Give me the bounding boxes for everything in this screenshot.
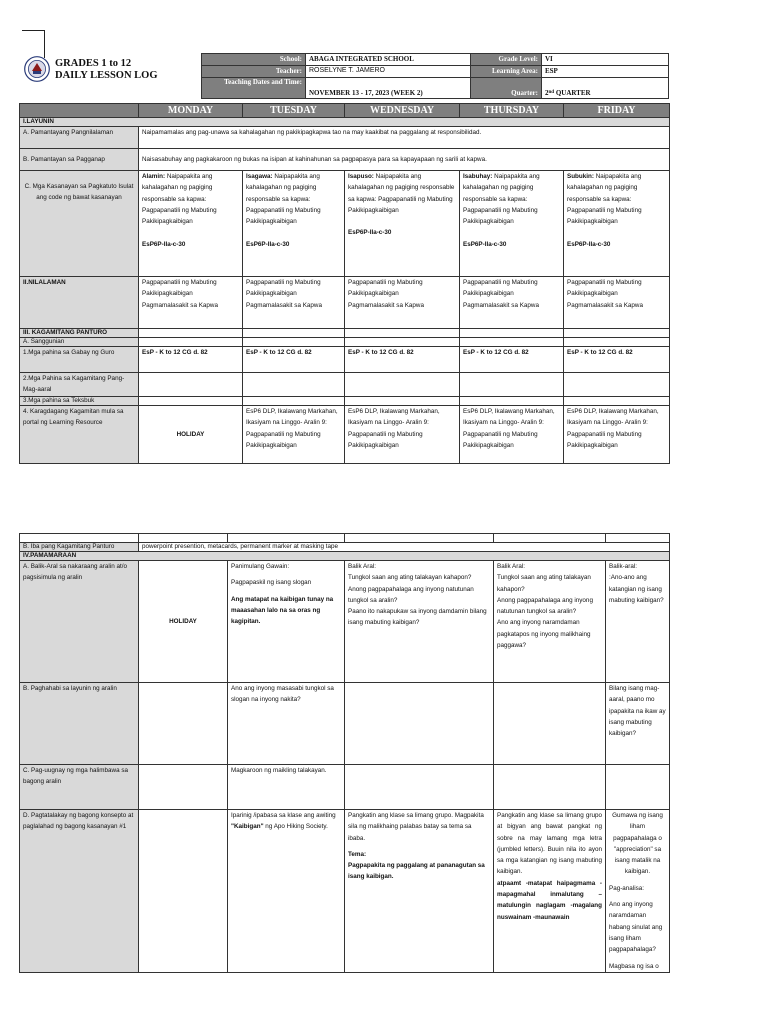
kasanayan-friday xyxy=(564,171,670,277)
day-header-thursday: THURSDAY xyxy=(460,104,564,118)
kasanayan-code: EsP6P-IIa-c-30 xyxy=(246,240,290,248)
learning-area-label: Learning Area: xyxy=(471,66,542,78)
gabay-guro-wednesday: EsP - K to 12 CG d. 82 xyxy=(345,347,460,373)
title-line-1: GRADES 1 to 12 xyxy=(55,58,132,69)
tema-text: Pagpapakita ng paggalang at pananagutan sa isang kaibigan. xyxy=(348,862,485,881)
pamantayan-sa-pagganap-text: Naisasabuhay ang pagkakaroon ng bukas na isipan at kahinahunan sa pagpapasya para sa kapayapaan ng sarili at kapwa. xyxy=(139,149,670,171)
slogan-text: Ang matapat na kaibigan tunay na maaasahan lalo na sa oras ng kagipitan. xyxy=(231,595,334,626)
school-label: School: xyxy=(202,54,306,66)
kasanayan-body: Naipapakita ang kahalagahan ng pagiging responsable sa kapwa: Pagpapanatili ng Mabuting Pakikipagkaibigan xyxy=(463,173,540,226)
document-title xyxy=(55,58,158,82)
kasanayan-head: Isagawa: xyxy=(246,173,273,180)
paghahabi-friday: Bilang isang mag-aaral, paano mo ipapakita na ikaw ay isang mabuting kaibigan? xyxy=(606,683,670,765)
nilalaman-thursday xyxy=(460,277,564,329)
balik-aral-wednesday: Balik Aral: Tungkol saan ang ating talakayan kahapon? Anong pagpapahalaga ang inyong natutunan tungkol sa aralin? Paano ito nakapukaw sa inyong damdamin bilang isang mabuting kaibigan? xyxy=(345,561,494,683)
grade-value: VI xyxy=(542,54,669,66)
holiday-label-part2: HOLIDAY xyxy=(139,561,228,683)
crop-mark-vertical xyxy=(44,30,45,58)
kasanayan-body: Naipapakita ang kahalagahan ng pagiging responsable sa kapwa: Pagpapanatili ng Mabuting Pakikipagkaibigan xyxy=(142,173,217,226)
song-title: "Kaibigan" xyxy=(231,823,264,831)
kasanayan-head: Subukin: xyxy=(567,173,594,180)
holiday-label: HOLIDAY xyxy=(139,406,243,464)
quarter-suffix: nd xyxy=(548,90,555,95)
nilalaman-line: Pagpapanatili ng Mabuting Pakikipagkaibigan xyxy=(348,279,423,298)
nilalaman-line: Pagpapanatili ng Mabuting Pakikipagkaibigan xyxy=(246,279,321,298)
row-label-teksbuk: 3.Mga pahina sa Teksbuk xyxy=(20,397,139,406)
learning-resource-wednesday: EsP6 DLP, Ikalawang Markahan, Ikasiyam na Linggo- Aralin 9: Pagpapanatili ng Mabuting Pakikipagkaibigan xyxy=(345,406,460,464)
quarter-word: QUARTER xyxy=(555,89,591,97)
school-value: ABAGA INTEGRATED SCHOOL xyxy=(306,54,471,66)
jumbled-words: atpaamt -matapat haipagmama -mapagmahal inmalutang –matulungin naglagam -magalang nuswainam -maunawain xyxy=(497,879,602,921)
kasanayan-body: Naipapakita ang kahalagahan ng pagiging responsable sa kapwa: Pagpapanatili ng Mabuting Pakikipagkaibigan xyxy=(246,173,321,226)
row-label-pamantayan-sa-pagganap: B. Pamantayan sa Pagganap xyxy=(20,149,139,171)
teacher-label: Teacher: xyxy=(202,66,306,78)
panimulang-gawain-label: Panimulang Gawain: xyxy=(231,563,290,570)
learning-resource-thursday: EsP6 DLP, Ikalawang Markahan, Ikasiyam na Linggo- Aralin 9: Pagpapanatili ng Mabuting Pakikipagkaibigan xyxy=(460,406,564,464)
crop-mark-horizontal xyxy=(22,30,45,31)
paghahabi-tuesday: Ano ang inyong masasabi tungkol sa slogan na inyong nakita? xyxy=(228,683,345,765)
nilalaman-line: Pagpapanatili ng Mabuting Pakikipagkaibigan xyxy=(567,279,642,298)
learning-resource-friday: EsP6 DLP, Ikalawang Markahan, Ikasiyam na Linggo- Aralin 9: Pagpapanatili ng Mabuting Pakikipagkaibigan xyxy=(564,406,670,464)
pagtatalakay-wednesday xyxy=(345,810,494,973)
kasanayan-code: EsP6P-IIa-c-30 xyxy=(463,240,507,248)
pangkatin-text: Pangkatin ang klase sa limang grupo. Magpakita sila ng malikhaing palabas batay sa tema sa ibaba. xyxy=(348,812,484,842)
day-header-blank xyxy=(20,104,139,118)
dates-value: NOVEMBER 13 - 17, 2023 (WEEK 2) xyxy=(306,78,471,99)
iba-pang-kagamitan-value: powerpoint presention, metacards, permanent marker at masking tape xyxy=(139,543,670,552)
kasanayan-code: EsP6P-IIa-c-30 xyxy=(567,240,611,248)
nilalaman-line: Pagpapanatili ng Mabuting Pakikipagkaibigan xyxy=(463,279,538,298)
deped-seal-logo xyxy=(24,56,50,82)
row-label-learning-resource: 4. Karagdagang Kagamitan mula sa portal ng Learning Resource xyxy=(20,406,139,464)
row-label-iba-pang-kagamitan: B. Iba pang Kagamitang Panturo xyxy=(20,543,139,552)
lesson-log-table-part1 xyxy=(19,103,670,464)
day-header-row xyxy=(20,104,670,118)
header-info-table xyxy=(201,53,669,99)
kasanayan-wednesday xyxy=(345,171,460,277)
tema-label: Tema: xyxy=(348,850,367,858)
kasanayan-code: EsP6P-IIa-c-30 xyxy=(348,229,392,237)
row-label-kagamitang-mag-aaral: 2.Mga Pahina sa Kagamitang Pang-Mag-aaral xyxy=(20,373,139,397)
day-header-monday: MONDAY xyxy=(139,104,243,118)
liham-text: Gumawa ng isang liham pagpapahalaga o "appreciation" sa isang matalik na kaibigan. xyxy=(612,812,663,876)
row-label-pag-uugnay: C. Pag-uugnay ng mga halimbawa sa bagong aralin xyxy=(20,765,139,810)
nilalaman-line: Pagmamalasakit sa Kapwa xyxy=(567,301,643,309)
nilalaman-monday xyxy=(139,277,243,329)
dates-label: Teaching Dates and Time: xyxy=(202,78,306,99)
pagtatalakay-friday xyxy=(606,810,670,973)
quarter-label: Quarter: xyxy=(471,78,542,99)
section-pamamaraan: IV.PAMAMARAAN xyxy=(20,552,670,561)
section-kagamitang-panturo: III. KAGAMITANG PANTURO xyxy=(20,329,139,338)
gabay-guro-friday: EsP - K to 12 CG d. 82 xyxy=(564,347,670,373)
pagtatalakay-text: ng Apo Hiking Society. xyxy=(263,823,328,831)
pagpapaskil-slogan: Pagpapaskil ng isang slogan xyxy=(231,579,312,587)
row-label-balik-aral: A. Balik-Aral sa nakaraang aralin at/o pagsisimula ng aralin xyxy=(20,561,139,683)
day-header-friday: FRIDAY xyxy=(564,104,670,118)
row-label-gabay-ng-guro: 1.Mga pahina sa Gabay ng Guro xyxy=(20,347,139,373)
pangkatin-jumbled-text: Pangkatin ang klase sa limang grupo at bigyan ang bawat pangkat ng sobre na may lamang mga letra (jumbled letters). Buuin nila ito ayon sa mga katangian ng isang mabuting kaibigan. xyxy=(497,812,602,876)
pag-analisa-label: Pag-analisa: xyxy=(609,884,645,892)
pagtatalakay-text: Iparinig /ipabasa sa klase ang awiting xyxy=(231,812,336,819)
learning-resource-tuesday: EsP6 DLP, Ikalawang Markahan, Ikasiyam na Linggo- Aralin 9: Pagpapanatili ng Mabuting Pakikipagkaibigan xyxy=(243,406,345,464)
section-nilalaman: II.NILALAMAN xyxy=(20,277,139,329)
gabay-guro-thursday: EsP - K to 12 CG d. 82 xyxy=(460,347,564,373)
gabay-guro-tuesday: EsP - K to 12 CG d. 82 xyxy=(243,347,345,373)
balik-aral-friday: Balik-aral: :Ano-ano ang katangian ng isang mabuting kaibigan? xyxy=(606,561,670,683)
magbasa-text: Magbasa ng isa o xyxy=(609,962,659,970)
row-label-pamantayang-pangnilalaman: A. Pamantayang Pangnilalaman xyxy=(20,127,139,149)
kasanayan-thursday xyxy=(460,171,564,277)
quarter-value xyxy=(542,78,669,99)
row-label-kasanayan: C. Mga Kasanayan sa Pagkatuto Isulat ang code ng bawat kasanayan xyxy=(20,171,139,277)
nilalaman-line: Pagmamalasakit sa Kapwa xyxy=(463,301,539,309)
balik-aral-tuesday xyxy=(228,561,345,683)
day-header-wednesday: WEDNESDAY xyxy=(345,104,460,118)
kasanayan-head: Isabuhay: xyxy=(463,173,493,180)
row-label-paghahabi: B. Paghahabi sa layunin ng aralin xyxy=(20,683,139,765)
pagtatalakay-tuesday xyxy=(228,810,345,973)
nilalaman-line: Pagmamalasakit sa Kapwa xyxy=(348,301,424,309)
day-header-tuesday: TUESDAY xyxy=(243,104,345,118)
kasanayan-head: Isapuso: xyxy=(348,173,374,180)
kasanayan-body: Naipapakita ang kahalagahan ng pagiging responsable sa kapwa: Pagpapanatili ng Mabuting Pakikipagkaibigan xyxy=(567,173,642,226)
kasanayan-tuesday xyxy=(243,171,345,277)
title-line-2: DAILY LESSON LOG xyxy=(55,70,158,81)
nilalaman-friday xyxy=(564,277,670,329)
nilalaman-wednesday xyxy=(345,277,460,329)
row-label-sanggunian: A. Sanggunian xyxy=(20,338,139,347)
kasanayan-code: EsP6P-IIa-c-30 xyxy=(142,240,186,248)
gabay-guro-monday: EsP - K to 12 CG d. 82 xyxy=(139,347,243,373)
balik-aral-thursday: Balik Aral: Tungkol saan ang ating talakayan kahapon? Anong pagpapahalaga ang inyong natutunan tungkol sa aralin? Ano ang inyong naramdaman pagkatapos ng inyong malikhaing paggawa? xyxy=(494,561,606,683)
nilalaman-line: Pagpapanatili ng Mabuting Pakikipagkaibigan xyxy=(142,279,217,298)
section-layunin: I.LAYUNIN xyxy=(20,118,670,127)
quarter-number: 2 xyxy=(545,89,549,97)
nilalaman-line: Pagmamalasakit sa Kapwa xyxy=(142,301,218,309)
pag-analisa-question: Ano ang inyong naramdaman habang sinulat ang isang liham pagpapahalaga? xyxy=(609,901,663,954)
teacher-value: ROSELYNE T. JAMERO xyxy=(306,66,471,78)
kasanayan-body: Naipapakita ang kahalagahan ng pagiging responsable sa kapwa: Pagpapanatili ng Mabuting Pakikipagkaibigan xyxy=(348,173,455,214)
kasanayan-head: Alamin: xyxy=(142,173,166,180)
lesson-log-table-part2 xyxy=(19,533,670,973)
pagtatalakay-thursday xyxy=(494,810,606,973)
kasanayan-monday xyxy=(139,171,243,277)
row-label-pagtatalakay: D. Pagtatalakay ng bagong konsepto at paglalahad ng bagong kasanayan #1 xyxy=(20,810,139,973)
nilalaman-tuesday xyxy=(243,277,345,329)
nilalaman-line: Pagmamalasakit sa Kapwa xyxy=(246,301,322,309)
learning-area-value: ESP xyxy=(542,66,669,78)
grade-label: Grade Level: xyxy=(471,54,542,66)
pag-uugnay-tuesday: Magkaroon ng maikling talakayan. xyxy=(228,765,345,810)
pamantayang-pangnilalaman-text: Naipamamalas ang pag-unawa sa kahalagahan ng pakikipagkapwa tao na may kaakibat na paggalang at responsibilidad. xyxy=(139,127,670,149)
